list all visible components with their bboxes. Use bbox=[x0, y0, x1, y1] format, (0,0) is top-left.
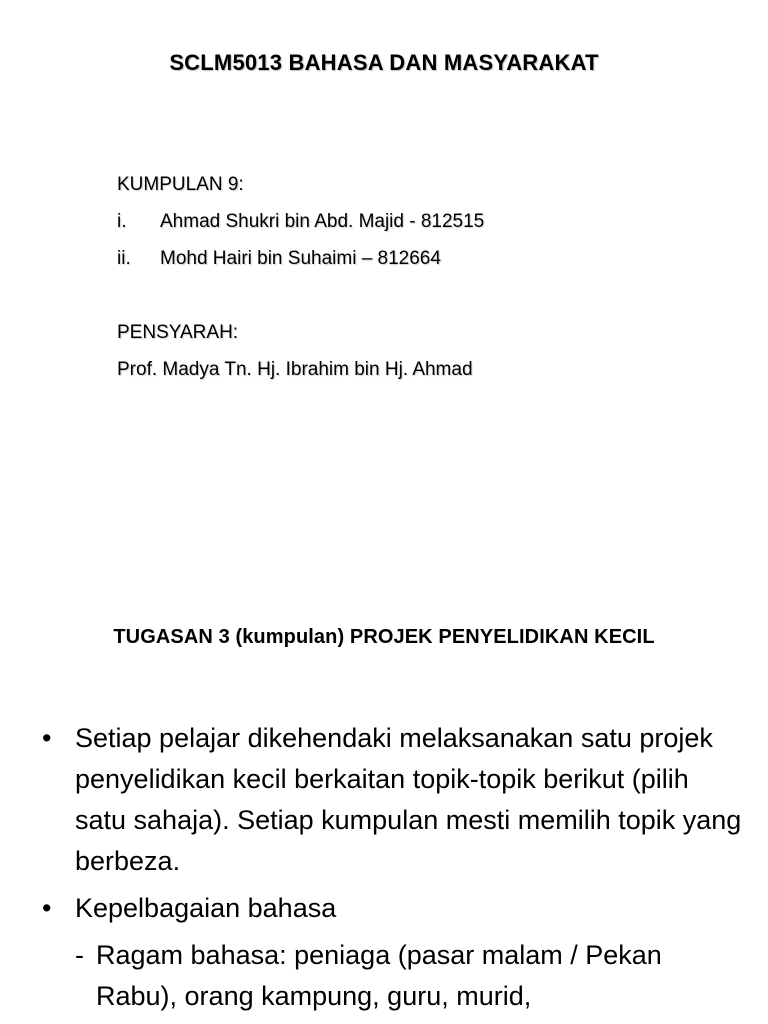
bullet-text: Setiap pelajar dikehendaki melaksanakan satu projek penyelidikan kecil berkaitan topik-topik berikut (pilih satu sahaja). Setiap kumpulan mesti memilih topik yang berbeza. bbox=[75, 723, 742, 876]
sub-item-text: Ragam bahasa: peniaga (pasar malam / Pekan Rabu), orang kampung, guru, murid, bbox=[96, 940, 662, 1011]
assignment-title: TUGASAN 3 (kumpulan) PROJEK PENYELIDIKAN KECIL bbox=[113, 626, 655, 648]
member-number: ii. bbox=[117, 248, 131, 269]
group-info bbox=[117, 166, 484, 388]
bullet-text: Kepelbagaian bahasa bbox=[75, 893, 337, 923]
bullet-dot-icon: • bbox=[42, 893, 52, 923]
assignment-body bbox=[42, 718, 742, 1017]
member-item bbox=[117, 240, 484, 277]
sub-dash: - bbox=[75, 940, 84, 970]
group-label: KUMPULAN 9: bbox=[117, 174, 244, 195]
member-name: Ahmad Shukri bin Abd. Majid - 812515 bbox=[160, 211, 485, 232]
member-name: Mohd Hairi bin Suhaimi – 812664 bbox=[160, 248, 441, 269]
spacer bbox=[117, 277, 484, 314]
bullet-dot-icon: • bbox=[42, 723, 52, 753]
lecturer-name: Prof. Madya Tn. Hj. Ibrahim bin Hj. Ahmad bbox=[117, 359, 473, 380]
sub-item bbox=[42, 935, 742, 1017]
lecturer-label: PENSYARAH: bbox=[117, 322, 239, 343]
bullet-item bbox=[42, 718, 742, 882]
slide-assignment bbox=[0, 590, 768, 1024]
member-item bbox=[117, 203, 484, 240]
bullet-item bbox=[42, 888, 742, 929]
member-number: i. bbox=[117, 211, 127, 232]
course-title: SCLM5013 BAHASA DAN MASYARAKAT bbox=[169, 50, 599, 75]
